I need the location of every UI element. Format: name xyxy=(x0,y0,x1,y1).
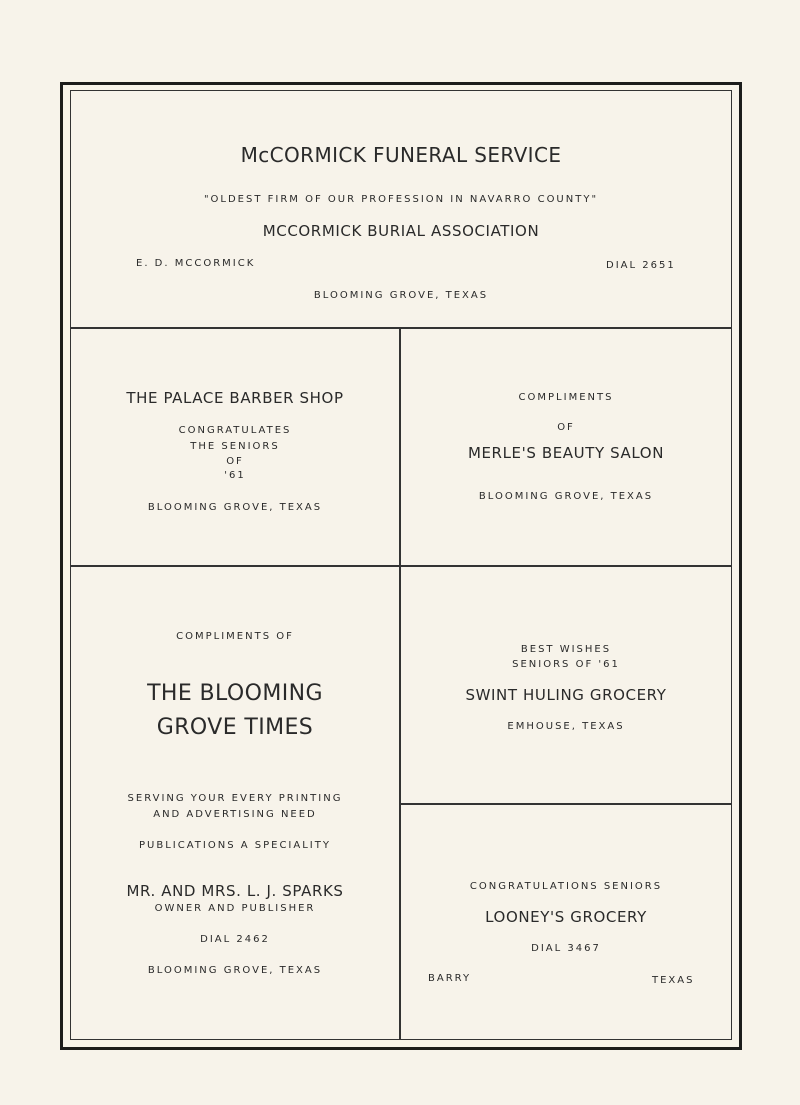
mccormick-dial: DIAL 2651 xyxy=(606,260,676,271)
times-serving-line2: AND ADVERTISING NEED xyxy=(153,809,317,820)
swint-location: EMHOUSE, TEXAS xyxy=(507,721,625,732)
mccormick-slogan: "OLDEST FIRM OF OUR PROFESSION IN NAVARRO COUNTY" xyxy=(203,194,599,205)
mccormick-location: BLOOMING GROVE, TEXAS xyxy=(313,290,489,301)
looney-city: BARRY xyxy=(428,973,472,984)
palace-seniors: THE SENIORS xyxy=(190,441,280,452)
mccormick-title: McCORMICK FUNERAL SERVICE xyxy=(240,143,562,167)
looney-congrats: CONGRATULATIONS SENIORS xyxy=(469,881,663,892)
times-title-line2: GROVE TIMES xyxy=(156,715,314,740)
divider-middle xyxy=(71,565,731,567)
mccormick-owner: E. D. MCCORMICK xyxy=(136,258,256,269)
swint-title: SWINT HULING GROCERY xyxy=(465,686,667,704)
merle-location: BLOOMING GROVE, TEXAS xyxy=(478,491,654,502)
times-title-line1: THE BLOOMING xyxy=(147,681,323,706)
times-speciality: PUBLICATIONS A SPECIALITY xyxy=(139,840,331,851)
palace-year: '61 xyxy=(224,470,246,481)
palace-title: THE PALACE BARBER SHOP xyxy=(126,389,344,407)
divider-top xyxy=(71,327,731,329)
merle-compliments: COMPLIMENTS xyxy=(518,392,614,403)
divider-right-lower xyxy=(400,803,731,805)
looney-title: LOONEY'S GROCERY xyxy=(485,908,647,926)
swint-seniors: SENIORS OF '61 xyxy=(512,659,620,670)
times-dial: DIAL 2462 xyxy=(200,934,270,945)
mccormick-association: MCCORMICK BURIAL ASSOCIATION xyxy=(262,222,540,240)
times-compliments: COMPLIMENTS OF xyxy=(176,631,294,642)
looney-state: TEXAS xyxy=(652,975,695,986)
merle-of: OF xyxy=(557,422,575,433)
palace-of: OF xyxy=(226,456,244,467)
times-owner-role: OWNER AND PUBLISHER xyxy=(154,903,316,914)
times-location: BLOOMING GROVE, TEXAS xyxy=(147,965,323,976)
looney-dial: DIAL 3467 xyxy=(531,943,601,954)
swint-wishes: BEST WISHES xyxy=(520,644,612,655)
palace-congratulates: CONGRATULATES xyxy=(178,425,292,436)
palace-location: BLOOMING GROVE, TEXAS xyxy=(147,502,323,513)
times-serving-line1: SERVING YOUR EVERY PRINTING xyxy=(127,793,343,804)
merle-title: MERLE'S BEAUTY SALON xyxy=(467,444,665,462)
times-owners: MR. AND MRS. L. J. SPARKS xyxy=(126,882,344,900)
